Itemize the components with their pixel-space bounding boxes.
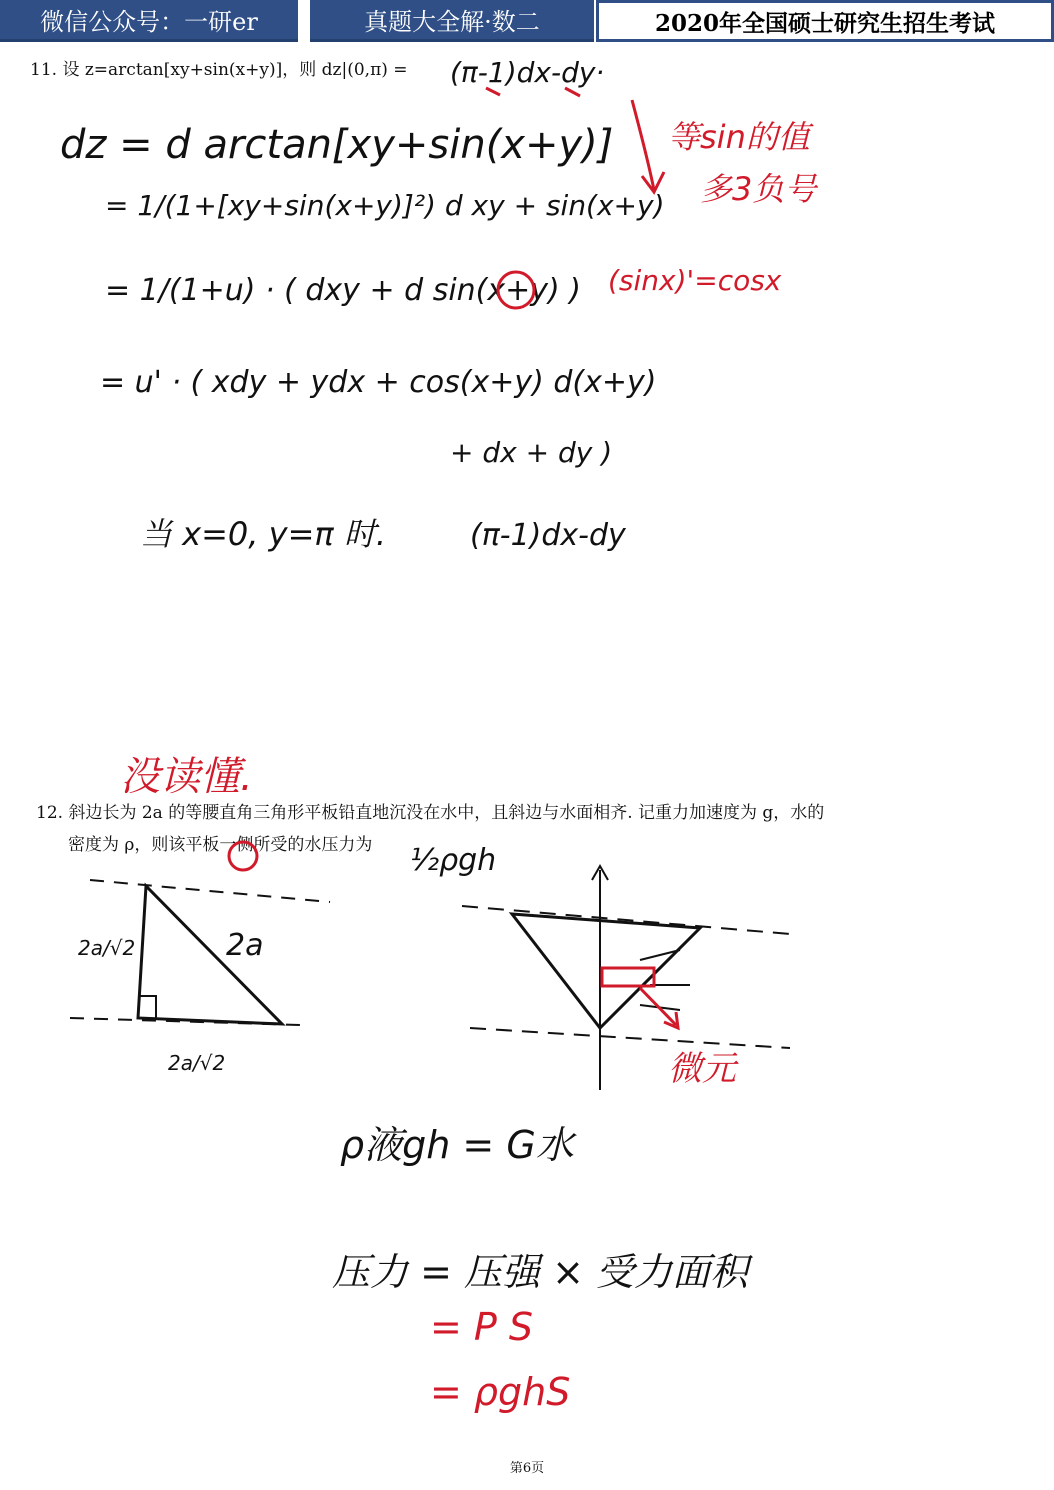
q12-work-formula-2: 压力 = 压强 × 受力面积	[332, 1250, 748, 1294]
page-number: 第6页	[509, 1461, 545, 1476]
q11-work-line-5: + dx + dy )	[450, 436, 613, 469]
q12-label-base: 2a/√2	[168, 1051, 226, 1075]
q12-work-formula-3: = P S	[430, 1305, 534, 1349]
question-12-stem-line2: 密度为 ρ，则该平板一侧所受的水压力为	[68, 835, 373, 855]
q11-red-note-1: 等sin的值	[668, 118, 810, 156]
q11-red-note-3: (sinx)'=cosx	[608, 264, 782, 297]
q12-work-formula-1: ρ液gh = G水	[340, 1123, 574, 1167]
header-exam-text: 2020年全国硕士研究生招生考试	[654, 9, 995, 37]
header-account-text: 微信公众号：一研er	[40, 8, 258, 36]
q12-red-remark: 没读懂.	[120, 754, 253, 800]
q12-handwritten-answer: ½ρgh	[410, 843, 497, 878]
q11-work-line-2: = 1/(1+[xy+sin(x+y)]²) d xy + sin(x+y)	[105, 189, 665, 222]
q11-red-arrow	[632, 100, 664, 192]
q12-red-note-micro: 微元	[668, 1049, 736, 1089]
q11-work-line-7: (π-1)dx-dy	[470, 518, 626, 553]
q11-handwritten-answer: (π-1)dx-dy·	[450, 56, 605, 89]
q12-circle-mark	[229, 842, 257, 870]
q11-answer-correction-marks	[486, 88, 580, 96]
q11-work-line-1: dz = d arctan[xy+sin(x+y)]	[60, 122, 614, 168]
q11-work-line-6: 当 x=0, y=π 时.	[140, 515, 386, 553]
q11-red-note-2: 多3负号	[700, 170, 817, 208]
question-12-stem-line1: 12. 斜边长为 2a 的等腰直角三角形平板铅直地沉没在水中，且斜边与水面相齐. 记重力加速度为 g，水的	[36, 803, 825, 823]
q11-work-line-4: = u' · ( xdy + ydx + cos(x+y) d(x+y)	[100, 365, 657, 400]
question-11-stem: 11. 设 z=arctan[xy+sin(x+y)]，则 dz|(0,π) =	[30, 60, 408, 80]
q12-water-diagram	[462, 866, 790, 1090]
q12-label-hypotenuse: 2a	[226, 928, 264, 963]
q12-label-height: 2a/√2	[78, 936, 136, 960]
header-series-text: 真题大全解·数二	[364, 8, 540, 36]
q11-work-line-3: = 1/(1+u) · ( dxy + d sin(x+y) )	[105, 273, 581, 308]
q12-work-formula-4: = ρghS	[430, 1370, 571, 1414]
